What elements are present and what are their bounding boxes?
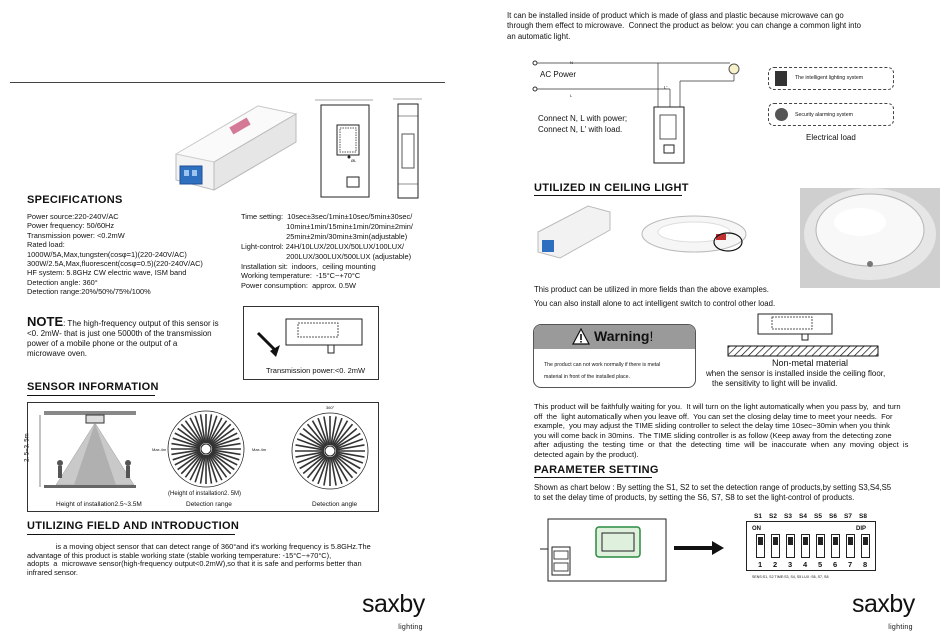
range-right-label: Max.4m: [252, 447, 267, 452]
switch-number-5: 5: [818, 560, 823, 569]
utilizing-line-3: adopts a microwave sensor(high-frequency output<0.2mW),so that it is safe and performs better than: [27, 559, 362, 569]
note-line-4: microwave oven.: [27, 349, 88, 358]
faithful-text: [534, 402, 908, 460]
parameter-heading: PARAMETER SETTING: [534, 464, 659, 476]
dimension-drawing-side: [388, 96, 428, 204]
sensor-info-heading: SENSOR INFORMATION: [27, 381, 159, 393]
switch-label-s6: S6: [829, 513, 837, 520]
non-metal-figure: [728, 312, 878, 362]
spec-right-line-5: 200LUX/300LUX/500LUX (adjustable): [241, 251, 412, 261]
height-caption: Height of installation2.5~3.5M: [56, 501, 142, 508]
ceiling-line-2: You can also install alone to act intelligent switch to control other load.: [534, 299, 776, 308]
ceiling-product-photo: [534, 202, 614, 262]
transmission-figure: [243, 306, 379, 380]
warning-line-1: The product can not work normally if there is metal: [544, 362, 661, 368]
parameter-line-2: to set the delay time of products, by setting the S6, S7, S8 to set the light-control of products.: [534, 493, 855, 502]
metal-line-2: the sensitivity to light will be invalid.: [712, 379, 838, 388]
l-label: L: [570, 93, 573, 98]
ceiling-light-photo: [800, 188, 940, 288]
utilizing-line-1: is a moving object sensor that can detect range of 360°and it's working frequency is 5.8GHz.The: [27, 542, 371, 551]
range-left-label: Max.4m: [152, 447, 167, 452]
n-label: N: [570, 60, 573, 65]
left-logo-sub: lighting: [398, 624, 423, 631]
load-security-alarm: [768, 103, 894, 126]
dip-switch-1[interactable]: [756, 534, 765, 558]
right-logo-brand: saxby: [852, 590, 915, 618]
lprime-label: L': [664, 85, 668, 90]
switch-label-s8: S8: [859, 513, 867, 520]
dip-switch-knob: [833, 537, 838, 545]
range-caption: Detection range: [186, 501, 232, 508]
dip-switch-5[interactable]: [816, 534, 825, 558]
detection-angle-figure: [290, 411, 370, 491]
left-brand-logo: [362, 590, 425, 631]
switch-number-1: 1: [758, 560, 763, 569]
pcb-drawing: [540, 517, 670, 583]
ceiling-light-opened: [640, 210, 750, 262]
switch-number-7: 7: [848, 560, 853, 569]
warning-box: [533, 324, 696, 388]
intro-line-3: an automatic light.: [507, 31, 571, 41]
switch-label-s1: S1: [754, 513, 762, 520]
switch-number-8: 8: [863, 560, 868, 569]
spec-right-line-2: 10min±1min/15min±1min/20min±2min/: [241, 221, 413, 231]
faithful-line-1: This product will be faithfully waiting for you. It will turn on the light automatically when you pass by, and turn: [534, 402, 901, 411]
note-line-1: : The high-frequency output of this sensor is: [63, 319, 219, 328]
spec-list-right: [241, 212, 413, 291]
dip-switch-knob: [803, 537, 808, 545]
spec-right-line-1: Time setting: 10sec±3sec/1min±10sec/5min±30sec/: [241, 212, 413, 221]
switch-label-s7: S7: [844, 513, 852, 520]
spec-list-left: [27, 212, 203, 297]
utilizing-line-2: advantage of this product is stable working state (stable working temperature: -15°C~+70°C),: [27, 550, 332, 560]
metal-line-1: when the sensor is installed inside the ceiling floor,: [706, 369, 886, 378]
note-label: NOTE: [27, 314, 64, 329]
spec-left-line-3: Transmission power: <0.2mW: [27, 230, 125, 240]
intro-line-2: through them effect to microwave. Connect the product as below: you can change a common light into: [507, 21, 861, 31]
warning-excl: !: [649, 328, 654, 344]
dip-switch-6[interactable]: [831, 534, 840, 558]
right-brand-logo: [852, 590, 915, 631]
pointer-arrow-icon: [674, 540, 724, 556]
note-line-2: <0. 2mW- that is just one 5000th of the transmission: [27, 329, 212, 338]
dip-switch-knob: [758, 537, 763, 545]
load1-label: The intelligent lighting system: [795, 75, 864, 81]
utilizing-heading: UTILIZING FIELD AND INTRODUCTION: [27, 520, 240, 532]
faithful-line-5: after adjusting the testing time or that the detecting time will be inaccurate when any moving object is: [534, 440, 909, 450]
range-center: [201, 444, 211, 454]
utilizing-text: [27, 543, 371, 577]
switch-label-s4: S4: [799, 513, 807, 520]
switch-number-2: 2: [773, 560, 778, 569]
intro-text: [507, 11, 861, 42]
electrical-load-caption: Electrical load: [806, 133, 856, 142]
spec-right-line-8: Power consumption: approx. 0.5W: [241, 281, 357, 291]
utilizing-line-4: infrared sensor.: [27, 567, 78, 577]
note-block: [27, 314, 237, 359]
dip-switch-2[interactable]: [771, 534, 780, 558]
dip-on-label: ON: [752, 526, 761, 532]
parameter-line-1: Shown as chart below : By setting the S1, S2 to set the detection range of products,by setting S3,S4,S5: [534, 483, 892, 492]
ac-power-label: AC Power: [540, 70, 577, 79]
dip-switch-4[interactable]: [801, 534, 810, 558]
specifications-heading: SPECIFICATIONS: [27, 194, 123, 206]
angle-top-label: 360°: [326, 405, 335, 410]
spec-right-line-3: 25min±2min/30min±3min(adjustable): [241, 231, 408, 241]
dip-switch-7[interactable]: [846, 534, 855, 558]
angle-center: [325, 446, 335, 456]
faithful-line-3: example, you may adjust the TIME sliding controller to select the delay time 10sec~30min when you think: [534, 421, 890, 431]
spec-left-line-2: Power frequency: 50/60Hz: [27, 221, 115, 231]
warning-line-2: material in front of the installed place.: [544, 374, 630, 380]
detection-range-figure: [166, 409, 246, 489]
dip-switch-8[interactable]: [861, 534, 870, 558]
spec-right-line-4: Light-control: 24H/10LUX/20LUX/50LUX/100LUX/: [241, 241, 405, 251]
switch-number-6: 6: [833, 560, 838, 569]
spec-right-line-6: Installation sit: indoors, ceiling mounting: [241, 261, 376, 271]
dimension-drawing-front: [315, 97, 380, 202]
spec-left-line-7: HF system: 5.8GHz CW electric wave, ISM band: [27, 268, 187, 278]
non-metal-label: Non-metal material: [772, 358, 849, 368]
ceiling-heading: UTILIZED IN CEILING LIGHT: [534, 182, 689, 194]
spec-left-line-4: Rated load:: [27, 240, 65, 250]
range-caption-height: (Height of installation2. 5M): [168, 491, 242, 497]
dip-bottom-label: SENS:S1, S2 TIME:S3, S4, S5 LUX :S6, S7, S8: [752, 575, 829, 579]
load-intelligent-lighting: [768, 67, 894, 90]
switch-label-s3: S3: [784, 513, 792, 520]
spec-left-line-5: 1000W/5A,Max,tungsten(cosφ=1)(220-240V/AC): [27, 249, 187, 259]
dip-switch-knob: [848, 537, 853, 545]
dip-switch-knob: [773, 537, 778, 545]
left-logo-brand: saxby: [362, 590, 425, 618]
note-line-3: power of a mobile phone or the output of a: [27, 339, 178, 348]
connect-line-2: Connect N, L' with load.: [538, 125, 623, 134]
svg-text:ØL: ØL: [351, 158, 357, 163]
height-label: 2. 5~3. 5m: [24, 433, 31, 462]
ceiling-line-1: This product can be utilized in more fields than the above examples.: [534, 285, 769, 294]
spec-left-line-8: Detection angle: 360°: [27, 277, 98, 287]
load2-label: Security alarming system: [795, 112, 853, 118]
spec-left-line-9: Detection range:20%/50%/75%/100%: [27, 287, 151, 297]
sensor-info-box: [24, 402, 379, 512]
faithful-line-4: you will come back in 30mins. The TIME sliding controller is as follow (Keep away from the detecting zone: [534, 430, 892, 440]
warning-title: Warning: [594, 328, 650, 344]
spec-right-line-7: Working temperature: -15°C~+70°C: [241, 271, 361, 281]
dip-switch-knob: [818, 537, 823, 545]
switch-label-s5: S5: [814, 513, 822, 520]
dip-switches: [752, 532, 874, 560]
switch-label-s2: S2: [769, 513, 777, 520]
dip-switch-knob: [788, 537, 793, 545]
angle-caption: Detection angle: [312, 501, 358, 508]
connect-line-1: Connect N, L with power;: [538, 114, 628, 123]
product-photo: [168, 94, 303, 194]
transmission-caption: Transmission power:<0. 2mW: [266, 366, 366, 375]
switch-number-3: 3: [788, 560, 793, 569]
faithful-line-6: detected again by the product).: [534, 449, 639, 459]
dip-switch-knob: [863, 537, 868, 545]
spec-left-line-6: 300W/2.5A,Max,fluorescent(cosφ=0.5)(220-240V/AC): [27, 259, 203, 269]
warning-triangle-icon: [572, 328, 590, 345]
switch-number-4: 4: [803, 560, 808, 569]
right-logo-sub: lighting: [888, 624, 913, 631]
faithful-line-2: off the light automatically when you leave off. You can set the closing delay time to meet your needs. For: [534, 411, 893, 421]
installation-height-figure: [36, 407, 146, 497]
dip-switch-3[interactable]: [786, 534, 795, 558]
intro-line-1: It can be installed inside of product which is made of glass and plastic because microwave can go: [507, 11, 844, 20]
spec-left-line-1: Power source:220-240V/AC: [27, 212, 119, 221]
dip-label: DIP: [856, 526, 867, 532]
